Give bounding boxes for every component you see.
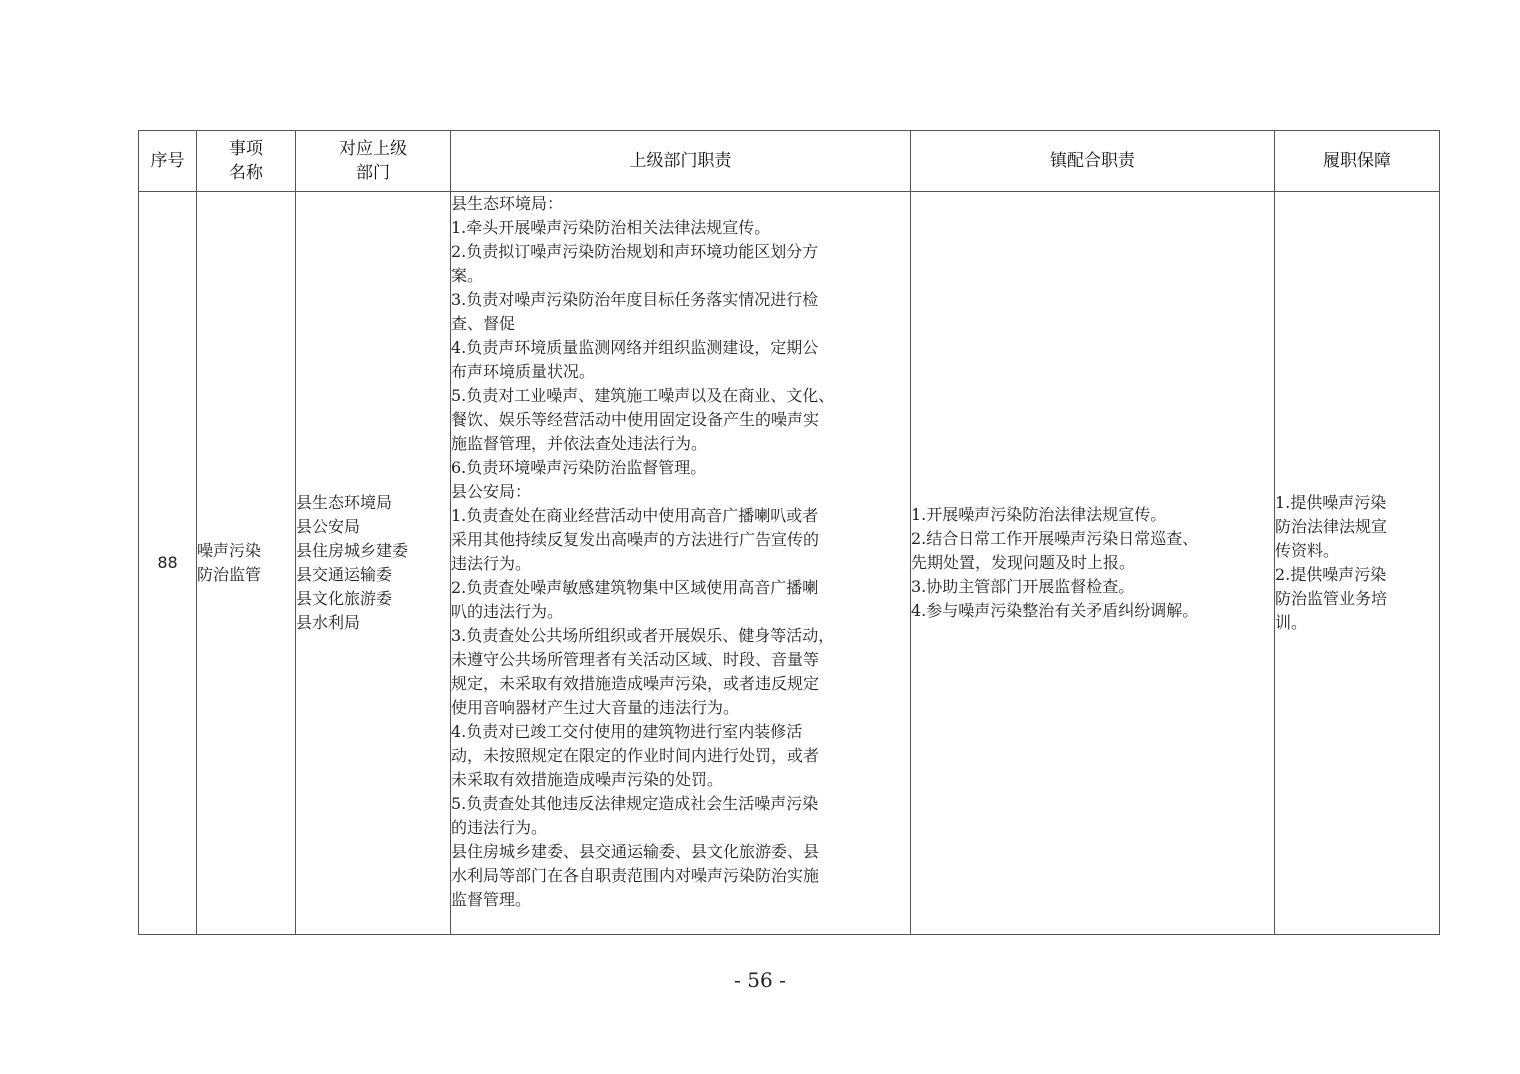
text-line: 未遵守公共场所管理者有关活动区域、时段、音量等	[451, 650, 820, 669]
header-item-name: 事项 名称	[197, 131, 296, 192]
header-guarantee: 履职保障	[1275, 131, 1440, 192]
header-seq: 序号	[139, 131, 197, 192]
text-line: 防治监管业务培	[1275, 589, 1388, 608]
text-line: 县公安局：	[451, 482, 532, 501]
text-line: 县公安局	[296, 517, 361, 536]
text-line: 传资料。	[1275, 541, 1340, 560]
text-line: 噪声污染	[197, 541, 262, 560]
text-line: 餐饮、娱乐等经营活动中使用固定设备产生的噪声实	[451, 410, 820, 429]
text-line: 3.负责查处公共场所组织或者开展娱乐、健身等活动，	[451, 626, 835, 645]
text-line: 县文化旅游委	[296, 589, 393, 608]
text-line: 1.提供噪声污染	[1275, 493, 1387, 512]
text-line: 1.牵头开展噪声污染防治相关法律法规宣传。	[451, 218, 771, 237]
text-line: 2.提供噪声污染	[1275, 565, 1387, 584]
text-line: 3.负责对噪声污染防治年度目标任务落实情况进行检	[451, 290, 819, 309]
text-line: 水利局等部门在各自职责范围内对噪声污染防治实施	[451, 866, 820, 885]
text-line: 4.参与噪声污染整治有关矛盾纠纷调解。	[911, 601, 1199, 620]
text-line: 先期处置，发现问题及时上报。	[911, 553, 1136, 572]
text-line: 5.负责对工业噪声、建筑施工噪声以及在商业、文化、	[451, 386, 835, 405]
text-line: 查、督促	[451, 314, 516, 333]
cell-town-duty	[911, 192, 1275, 935]
text-line: 防治监管	[197, 565, 262, 584]
text-line: 2.结合日常工作开展噪声污染日常巡查、	[911, 529, 1199, 548]
text-line: 未采取有效措施造成噪声污染的处罚。	[451, 770, 724, 789]
text-line: 案。	[451, 266, 484, 285]
text-line: 监督管理。	[451, 890, 532, 909]
table-row	[139, 192, 1440, 935]
text-line: 县生态环境局	[296, 493, 393, 512]
cell-upper-duty	[451, 192, 911, 935]
text-line: 施监督管理，并依法查处违法行为。	[451, 434, 708, 453]
text-line: 1.负责查处在商业经营活动中使用高音广播喇叭或者	[451, 506, 819, 525]
text-line: 违法行为。	[451, 554, 532, 573]
text-line: 县住房城乡建委	[296, 541, 409, 560]
text-line: 1.开展噪声污染防治法律法规宣传。	[911, 505, 1167, 524]
text-line: 使用音响器材产生过大音量的违法行为。	[451, 698, 740, 717]
cell-upper-dept	[296, 192, 451, 935]
text-line: 县住房城乡建委、县交通运输委、县文化旅游委、县	[451, 842, 820, 861]
text-line: 4.负责声环境质量监测网络并组织监测建设，定期公	[451, 338, 819, 357]
text-line: 动，未按照规定在限定的作业时间内进行处罚，或者	[451, 746, 820, 765]
text-line: 的违法行为。	[451, 818, 548, 837]
text-line: 布声环境质量状况。	[451, 362, 596, 381]
text-line: 县水利局	[296, 613, 361, 632]
duty-table	[138, 130, 1440, 935]
header-town-duty: 镇配合职责	[911, 131, 1275, 192]
text-line: 县生态环境局：	[451, 194, 564, 213]
text-line: 训。	[1275, 613, 1308, 632]
text-line: 采用其他持续反复发出高噪声的方法进行广告宣传的	[451, 530, 820, 549]
page-number: - 56 -	[734, 968, 786, 992]
text-line: 叭的违法行为。	[451, 602, 564, 621]
text-line: 2.负责拟订噪声污染防治规划和声环境功能区划分方	[451, 242, 819, 261]
cell-item-name	[197, 192, 296, 935]
cell-guarantee	[1275, 192, 1440, 935]
text-line: 县交通运输委	[296, 565, 393, 584]
text-line: 6.负责环境噪声污染防治监督管理。	[451, 458, 707, 477]
text-line: 规定，未采取有效措施造成噪声污染，或者违反规定	[451, 674, 820, 693]
header-upper-dept: 对应上级 部门	[296, 131, 451, 192]
cell-seq: 88	[139, 192, 197, 935]
text-line: 5.负责查处其他违反法律规定造成社会生活噪声污染	[451, 794, 819, 813]
text-line: 4.负责对已竣工交付使用的建筑物进行室内装修活	[451, 722, 803, 741]
header-upper-duty: 上级部门职责	[451, 131, 911, 192]
text-line: 防治法律法规宣	[1275, 517, 1388, 536]
text-line: 3.协助主管部门开展监督检查。	[911, 577, 1135, 596]
table-header-row	[139, 131, 1440, 192]
text-line: 2.负责查处噪声敏感建筑物集中区域使用高音广播喇	[451, 578, 819, 597]
